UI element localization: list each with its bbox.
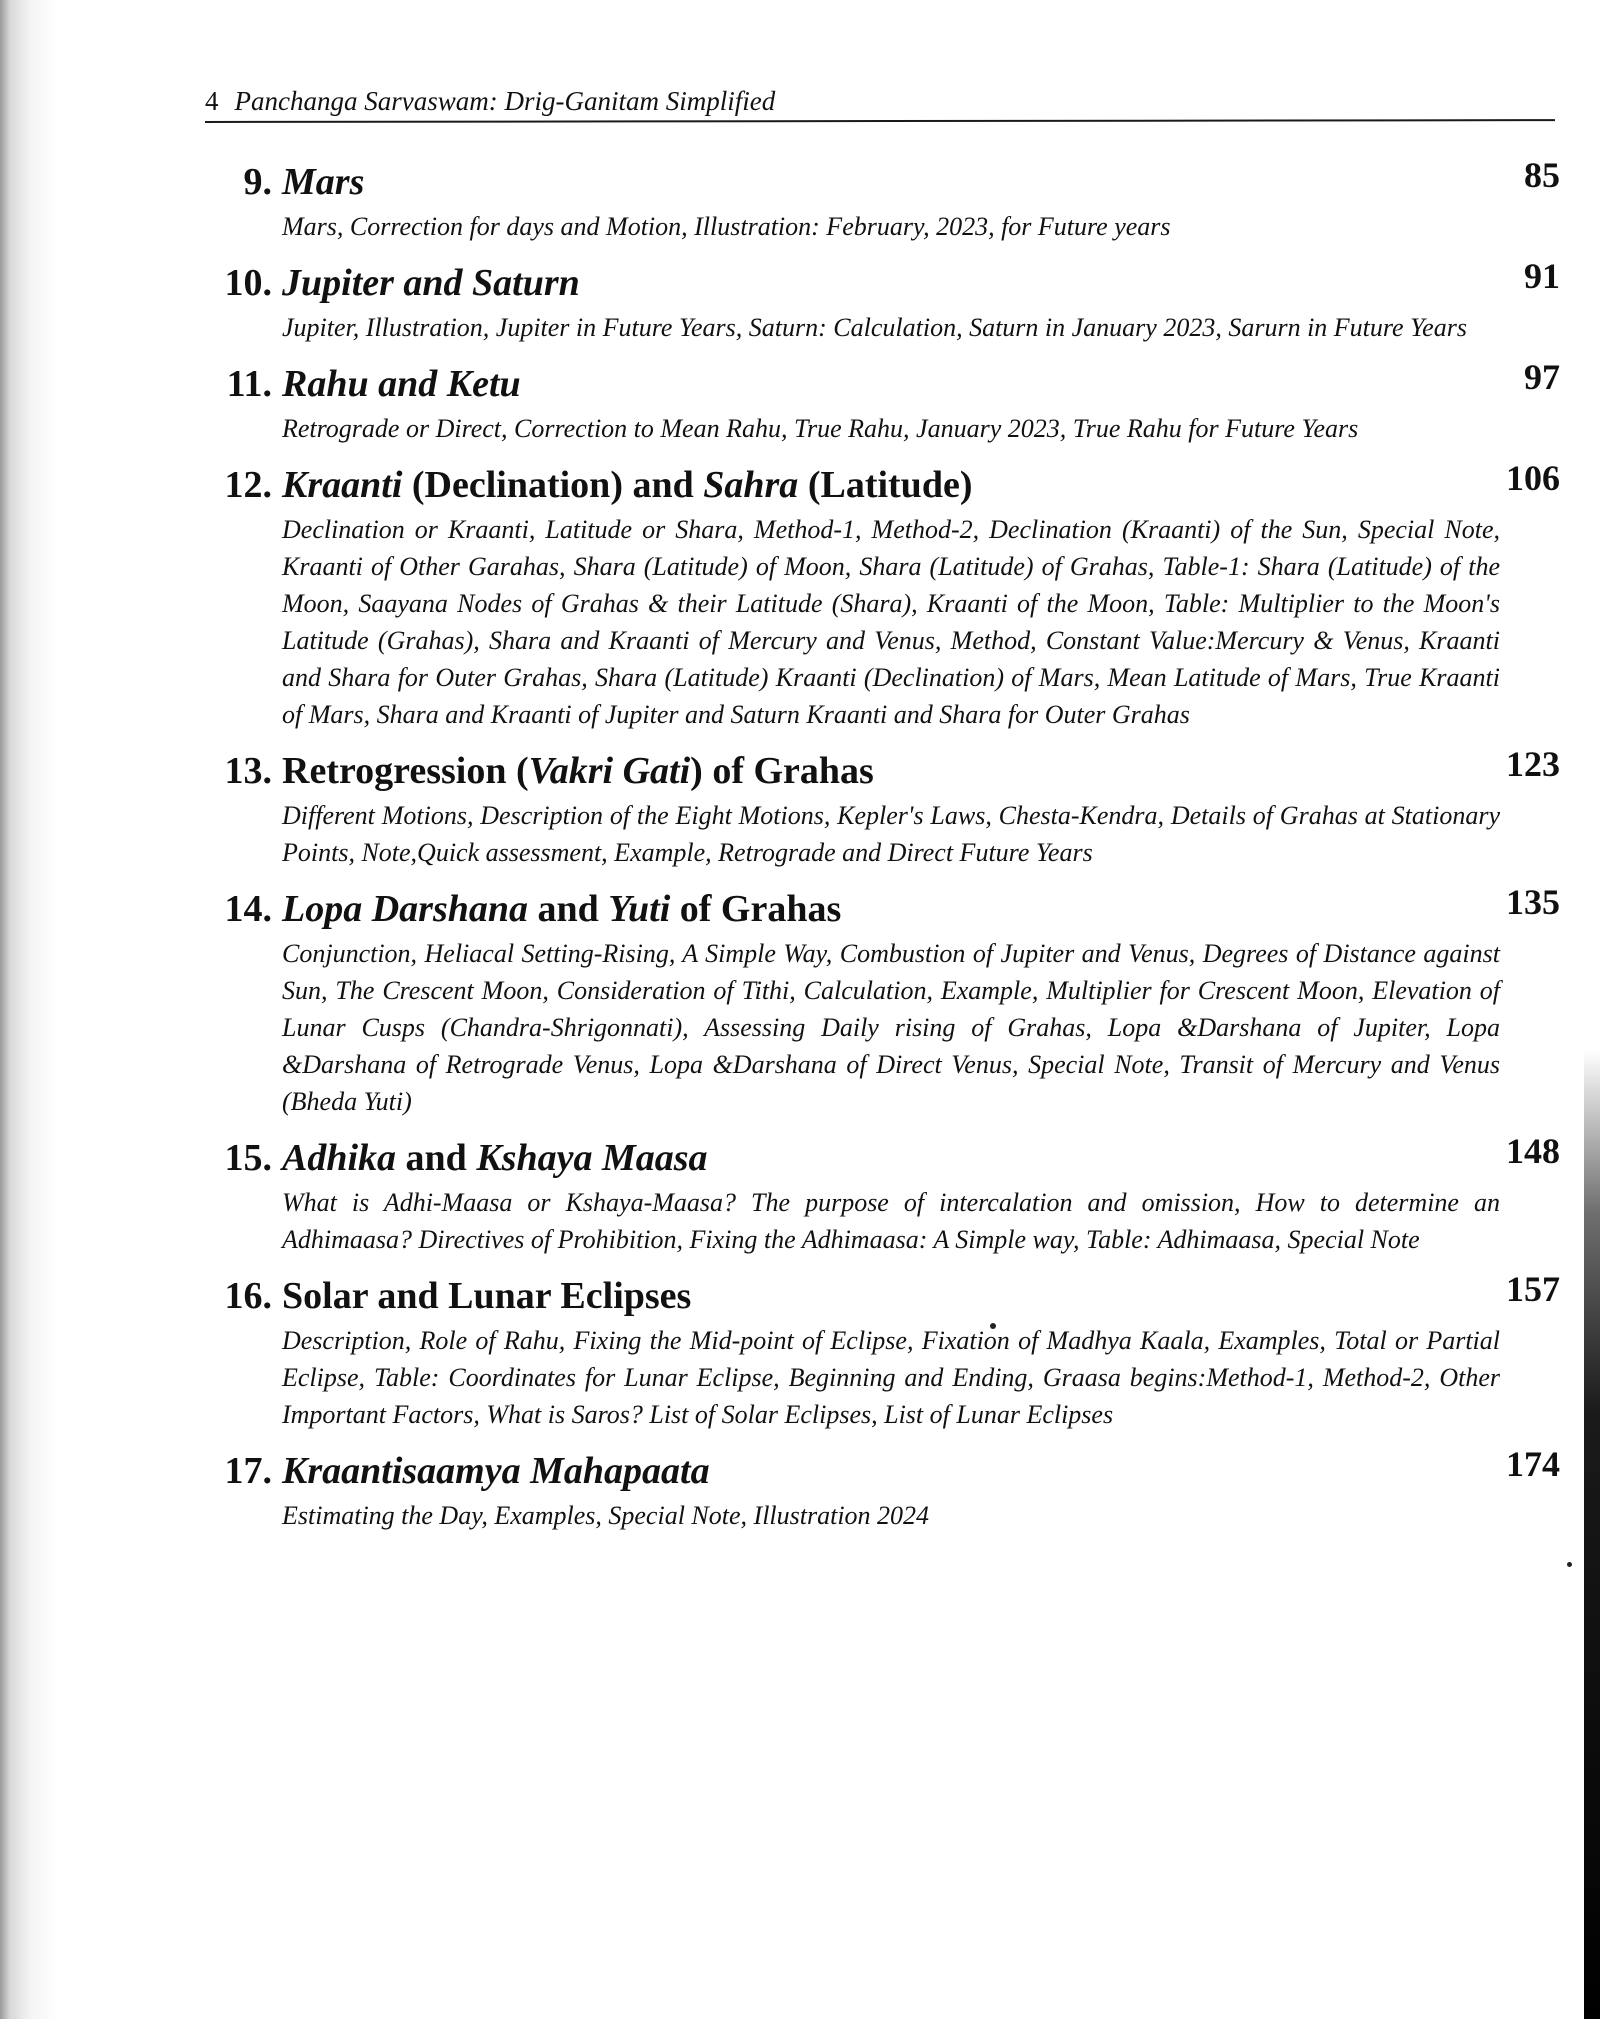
page-number: 91 bbox=[1524, 256, 1560, 296]
chapter-title-part: (Declination) and bbox=[402, 464, 704, 506]
toc-entry-heading bbox=[212, 1269, 1572, 1322]
chapter-title-part: Vakri Gati bbox=[528, 750, 691, 792]
chapter-title-part: Adhika bbox=[282, 1137, 397, 1179]
page-number: 174 bbox=[1506, 1444, 1560, 1484]
toc-entry-heading bbox=[212, 744, 1572, 797]
chapter-title-part: Kraanti bbox=[282, 464, 403, 506]
page-number: 123 bbox=[1506, 744, 1560, 784]
chapter-topics: Retrograde or Direct, Correction to Mean Rahu, True Rahu, January 2023, True Rahu for Future Years bbox=[282, 414, 1359, 443]
chapter-topics: Conjunction, Heliacal Setting-Rising, A Simple Way, Combustion of Jupiter and Venus, Degrees of Distance against Sun, The Crescent Moon, Consideration of Tithi, Calculation, Example, Multiplier for Crescent Moon, Elevation of Lunar Cusps (Chandra-Shrigonnati), Assessing Daily rising of Grahas, Lopa &Darshana of Jupiter, Lopa &Darshana of Retrograde Venus, Lopa &Darshana of Direct Venus, Special Note, Transit of Mercury and Venus (Bheda Yuti) bbox=[282, 939, 1500, 1116]
chapter-title-part: Jupiter and Saturn bbox=[282, 262, 580, 304]
chapter-title[interactable] bbox=[282, 1274, 691, 1318]
chapter-title-part: (Latitude) bbox=[798, 464, 973, 506]
chapter-title-part: Rahu and Ketu bbox=[282, 363, 521, 405]
page-number: 85 bbox=[1524, 155, 1560, 195]
chapter-title[interactable] bbox=[282, 261, 580, 305]
page-number: 97 bbox=[1524, 357, 1560, 397]
chapter-title[interactable] bbox=[282, 749, 874, 793]
chapter-number: 14. bbox=[224, 888, 272, 930]
chapter-title[interactable] bbox=[282, 887, 841, 931]
chapter-number: 12. bbox=[224, 464, 272, 506]
page-number: 157 bbox=[1506, 1269, 1560, 1309]
chapter-title[interactable] bbox=[282, 160, 364, 204]
chapter-topics: Description, Role of Rahu, Fixing the Mid-point of Eclipse, Fixation of Madhya Kaala, Examples, Total or Partial Eclipse, Table: Coordinates for Lunar Eclipse, Beginning and Ending, Graasa begins:Method-1, Method-2, Other Important Factors, What is Saros? List of Solar Eclipses, List of Lunar Eclipses bbox=[282, 1326, 1500, 1429]
chapter-topics: What is Adhi-Maasa or Kshaya-Maasa? The purpose of intercalation and omission, How to determine an Adhimaasa? Directives of Prohibition, Fixing the Adhimaasa: A Simple way, Table: Adhimaasa, Special Note bbox=[282, 1188, 1500, 1254]
toc-entry[interactable] bbox=[212, 155, 1572, 245]
chapter-number: 9. bbox=[243, 161, 272, 203]
chapter-topics: Estimating the Day, Examples, Special Note, Illustration 2024 bbox=[282, 1501, 930, 1530]
toc-entry-heading bbox=[212, 155, 1572, 208]
chapter-title-part: Solar and Lunar Eclipses bbox=[282, 1275, 692, 1317]
toc-entry[interactable] bbox=[212, 1444, 1572, 1534]
chapter-title-part: of Grahas bbox=[670, 888, 842, 930]
toc-entry[interactable] bbox=[212, 357, 1572, 447]
chapter-title-part: Retrogression ( bbox=[282, 750, 529, 792]
chapter-title[interactable] bbox=[282, 1449, 710, 1493]
page-number: 106 bbox=[1506, 458, 1560, 498]
chapter-number: 17. bbox=[224, 1450, 272, 1492]
toc-entry[interactable] bbox=[212, 744, 1572, 871]
chapter-title-part: Kraantisaamya Mahapaata bbox=[282, 1450, 710, 1492]
chapter-title-part: Lopa Darshana bbox=[282, 888, 528, 930]
toc-entry-heading bbox=[212, 458, 1572, 511]
page-number: 148 bbox=[1506, 1131, 1560, 1171]
chapter-number: 10. bbox=[224, 262, 272, 304]
chapter-number: 16. bbox=[224, 1275, 272, 1317]
toc-entry-heading bbox=[212, 256, 1572, 309]
chapter-title[interactable] bbox=[282, 463, 972, 507]
header-rule bbox=[205, 119, 1555, 123]
scan-left-edge bbox=[0, 0, 58, 2019]
chapter-title[interactable] bbox=[282, 362, 521, 406]
toc-entry[interactable] bbox=[212, 256, 1572, 346]
running-header bbox=[205, 86, 775, 117]
chapter-title-part: Kshaya Maasa bbox=[476, 1137, 708, 1179]
toc-entry[interactable] bbox=[212, 882, 1572, 1120]
toc-entry-heading bbox=[212, 1444, 1572, 1497]
chapter-topics: Different Motions, Description of the Eight Motions, Kepler's Laws, Chesta-Kendra, Details of Grahas at Stationary Points, Note,Quick assessment, Example, Retrograde and Direct Future Years bbox=[282, 801, 1500, 867]
chapter-topics: Mars, Correction for days and Motion, Illustration: February, 2023, for Future years bbox=[282, 212, 1171, 241]
chapter-title-part: Sahra bbox=[703, 464, 799, 506]
toc-entry-heading bbox=[212, 357, 1572, 410]
chapter-title-part: and bbox=[528, 888, 609, 930]
scan-speck bbox=[1567, 1562, 1572, 1567]
table-of-contents bbox=[212, 155, 1572, 1550]
chapter-number: 11. bbox=[226, 363, 272, 405]
chapter-title-part: Yuti bbox=[608, 888, 671, 930]
header-page-number: 4 bbox=[205, 86, 219, 116]
page-number: 135 bbox=[1506, 882, 1560, 922]
chapter-title-part: and bbox=[396, 1137, 477, 1179]
chapter-topics: Declination or Kraanti, Latitude or Shara, Method-1, Method-2, Declination (Kraanti) of the Sun, Special Note, Kraanti of Other Garahas, Shara (Latitude) of Moon, Shara (Latitude) of Grahas, Table-1: Shara (Latitude) of the Moon, Saayana Nodes of Grahas & their Latitude (Shara), Kraanti of the Moon, Table: Multiplier to the Moon's Latitude (Grahas), Shara and Kraanti of Mercury and Venus, Method, Constant Value:Mercury & Venus, Kraanti and Shara for Outer Grahas, Shara (Latitude) Kraanti (Declination) of Mars, Mean Latitude of Mars, True Kraanti of Mars, Shara and Kraanti of Jupiter and Saturn Kraanti and Shara for Outer Grahas bbox=[282, 515, 1500, 729]
chapter-number: 15. bbox=[224, 1137, 272, 1179]
chapter-title[interactable] bbox=[282, 1136, 708, 1180]
scan-right-edge bbox=[1584, 0, 1600, 2019]
toc-entry-heading bbox=[212, 1131, 1572, 1184]
toc-entry[interactable] bbox=[212, 1131, 1572, 1258]
toc-entry[interactable] bbox=[212, 1269, 1572, 1433]
chapter-title-part: Mars bbox=[282, 161, 365, 203]
toc-entry[interactable] bbox=[212, 458, 1572, 733]
chapter-title-part: ) of Grahas bbox=[690, 750, 874, 792]
header-book-title: Panchanga Sarvaswam: Drig-Ganitam Simplified bbox=[234, 86, 776, 116]
chapter-topics: Jupiter, Illustration, Jupiter in Future Years, Saturn: Calculation, Saturn in January 2023, Sarurn in Future Years bbox=[282, 313, 1467, 342]
chapter-number: 13. bbox=[224, 750, 272, 792]
toc-entry-heading bbox=[212, 882, 1572, 935]
